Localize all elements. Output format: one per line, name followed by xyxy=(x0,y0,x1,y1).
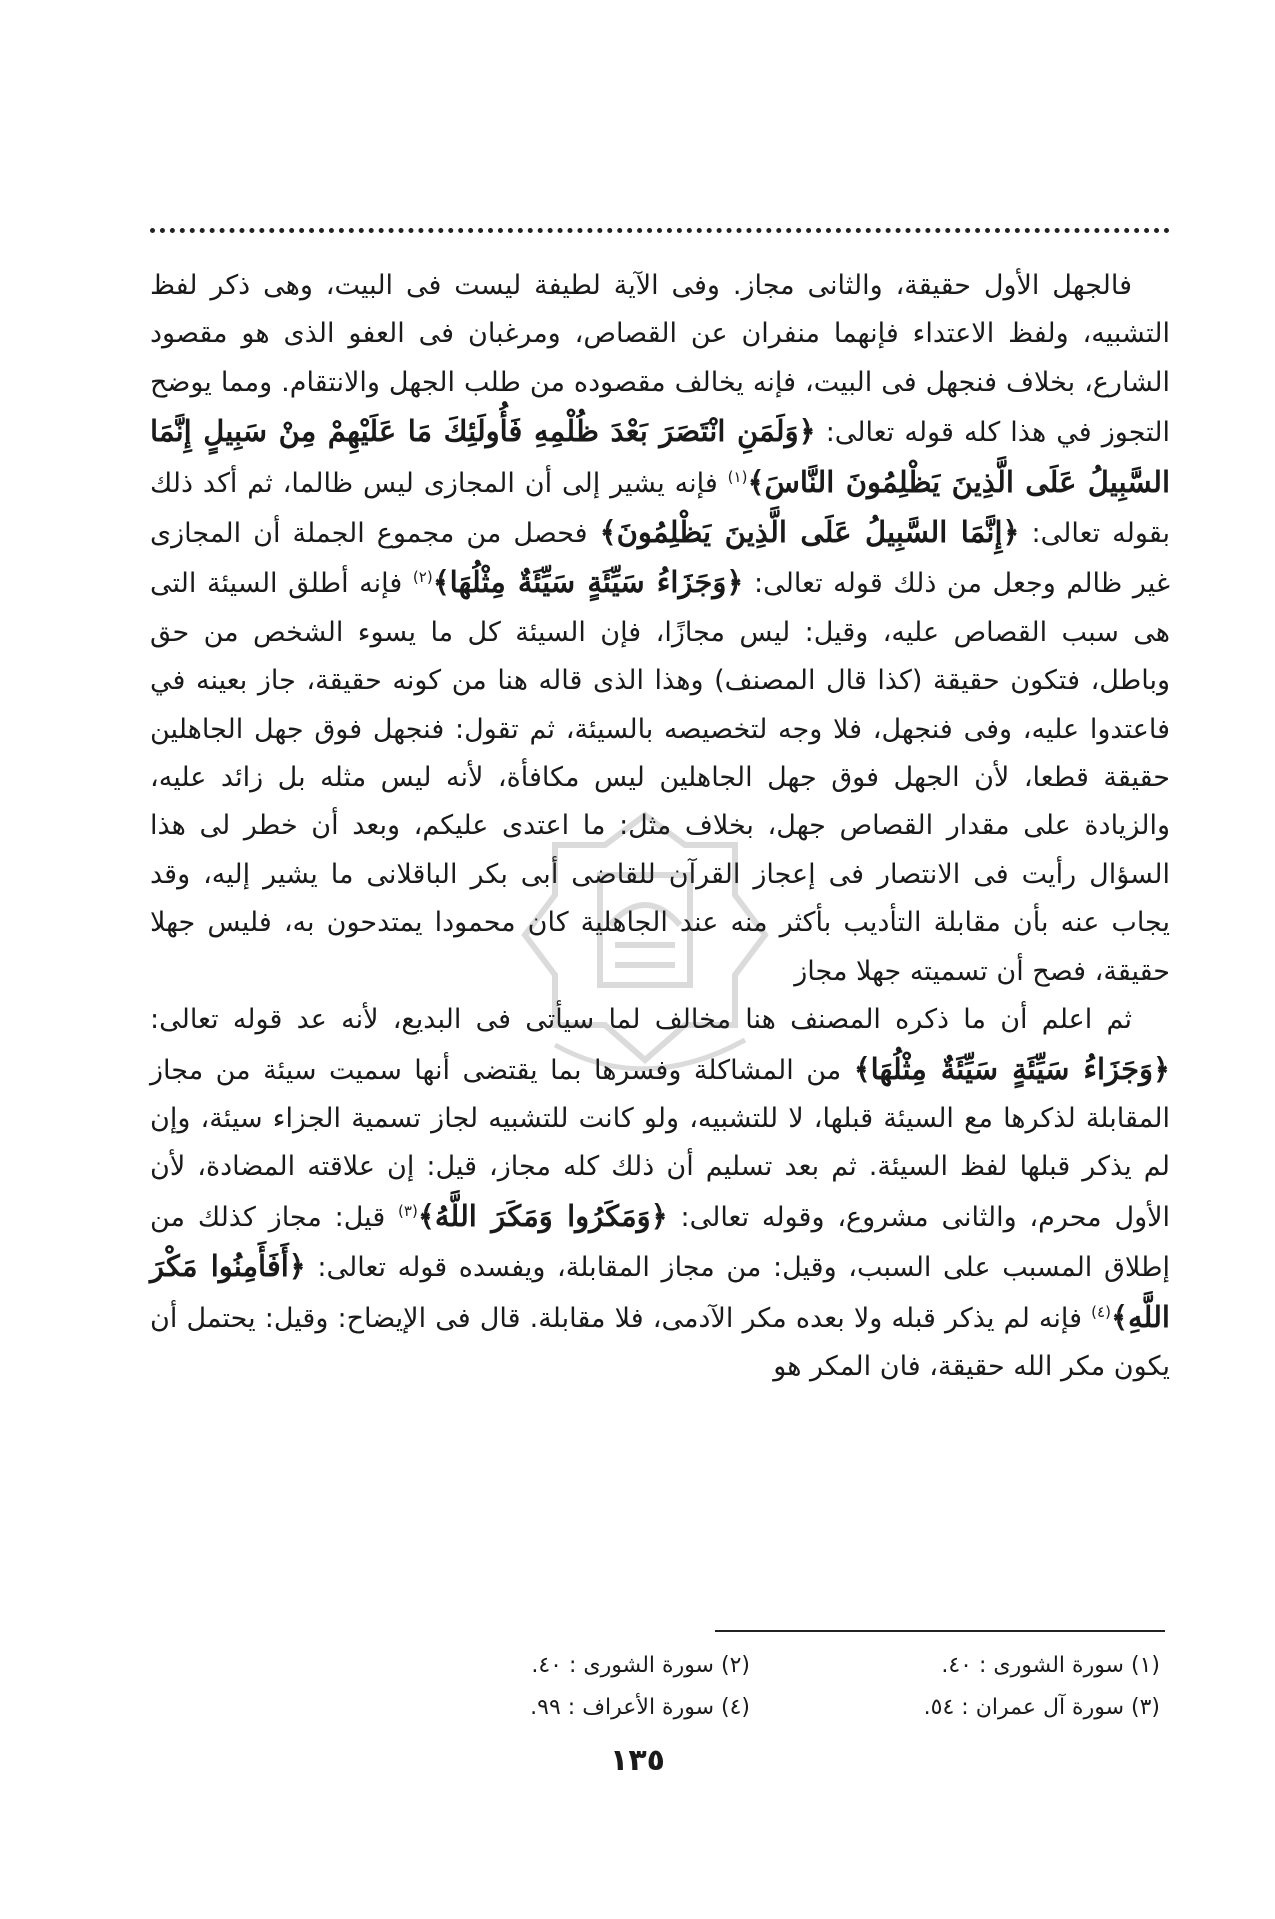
footnote-marker: (١) xyxy=(727,467,748,486)
footnotes xyxy=(350,1645,1170,1729)
quran-verse: ﴿وَجَزَاءُ سَيِّئَةٍ سَيِّئَةٌ مِثْلُهَا﴾ xyxy=(432,565,744,600)
text-run: فإنه أطلق السيئة التى هى سبب القصاص عليه، وقيل: ليس مجازًا، فإن السيئة كل ما يسوء الشخص من حق وباطل، فتكون حقيقة (كذا قال المصنف) وهذا الذى قاله هنا من كونه حقيقة، جاز بعينه في فاعتدوا عليه، وفى فنجهل، فلا وجه لتخصيصه بالسيئة، ثم تقول: فنجهل فوق جهل الجاهلين حقيقة قطعا، لأن الجهل فوق جهل الجاهلين ليس مكافأة، لأنه ليس مثله بل زائد عليه، والزيادة على مقدار القصاص جهل، بخلاف مثل: ما اعتدى عليكم، وبعد أن خطر لى هذا السؤال رأيت فى الانتصار فى إعجاز القرآن للقاضى أبى بكر الباقلانى ما يشير إليه، وقد يجاب عنه بأن مقابلة التأديب بأكثر منه عند الجاهلية كان محمودا يمتدحون به، فليس جهلا حقيقة، فصح أن تسميته جهلا مجاز xyxy=(150,568,1170,987)
text-run: فالجهل الأول حقيقة، والثانى مجاز. وفى الآية لطيفة ليست فى البيت، وهى ذكر لفظ التشبيه، ولفظ الاعتداء فإنهما منفران عن القصاص، ومرغبان فى العفو الذى هو مقصود الشارع، بخلاف فنجهل فى البيت، فإنه يخالف مقصوده من طلب الجهل والانتقام. ومما يوضح التجوز في هذا كله قوله تعالى: xyxy=(150,270,1171,449)
footnote-marker: (٤) xyxy=(1091,1302,1111,1321)
quran-verse: ﴿أَفَأَمِنُوا مَكْرَ اللَّهِ﴾ xyxy=(150,1249,1170,1334)
footnote-2: (٢) سورة الشورى : ٤٠. xyxy=(531,1653,750,1678)
paragraph-1 xyxy=(150,262,1170,996)
footnote-separator xyxy=(715,1630,1165,1632)
footnote-marker: (٣) xyxy=(398,1201,418,1220)
header-dotted-rule xyxy=(150,228,1170,233)
paragraph-2 xyxy=(150,996,1170,1391)
text-run: من المشاكلة وفسرها بما يقتضى أنها سميت سيئة من مجاز المقابلة لذكرها مع السيئة قبلها، لا للتشبيه، ولو كانت للتشبيه لجاز تسمية الجزاء سيئة، وإن لم يذكر قبلها لفظ السيئة. ثم بعد تسليم أن ذلك كله مجاز، قيل: إن علاقته المضادة، لأن الأول محرم، والثانى مشروع، وقوله تعالى: xyxy=(150,1054,1171,1233)
footnote-3: (٣) سورة آل عمران : ٥٤. xyxy=(923,1695,1160,1720)
footnote-1: (١) سورة الشورى : ٤٠. xyxy=(941,1653,1160,1678)
quran-verse: ﴿وَمَكَرُوا وَمَكَرَ اللَّهُ﴾ xyxy=(417,1198,668,1233)
main-text xyxy=(150,262,1170,1391)
footnote-marker: (٢) xyxy=(412,568,433,587)
quran-verse: ﴿وَلَمَنِ انْتَصَرَ بَعْدَ ظُلْمِهِ فَأُولَئِكَ مَا عَلَيْهِمْ مِنْ سَبِيلٍ إِنَّمَا السَّبِيلُ عَلَى الَّذِينَ يَظْلِمُونَ النَّاسَ﴾ xyxy=(150,414,1170,499)
text-run: فإنه يشير إلى أن المجازى ليس ظالما، ثم أكد ذلك بقوله تعالى: xyxy=(150,467,1170,550)
footnote-4: (٤) سورة الأعراف : ٩٩. xyxy=(530,1695,750,1720)
quran-verse: ﴿وَجَزَاءُ سَيِّئَةٍ سَيِّئَةٌ مِثْلُهَا﴾ xyxy=(853,1051,1171,1086)
page-number: ١٣٥ xyxy=(610,1743,665,1778)
quran-verse: ﴿إِنَّمَا السَّبِيلُ عَلَى الَّذِينَ يَظْلِمُونَ﴾ xyxy=(599,515,1020,550)
text-run: ثم اعلم أن ما ذكره المصنف هنا مخالف لما سيأتى فى البديع، لأنه عد قوله تعالى: xyxy=(150,1004,1132,1036)
text-run: فحصل من مجموع الجملة أن المجازى غير ظالم وجعل من ذلك قوله تعالى: xyxy=(150,518,1170,600)
text-run: قيل: مجاز كذلك من إطلاق المسبب على السبب، وقيل: من مجاز المقابلة، ويفسده قوله تعالى: xyxy=(150,1201,1170,1284)
text-run: فإنه لم يذكر قبله ولا بعده مكر الآدمى، فلا مقابلة. قال فى الإيضاح: وقيل: يحتمل أن يكون مكر الله حقيقة، فان المكر هو xyxy=(150,1302,1170,1382)
